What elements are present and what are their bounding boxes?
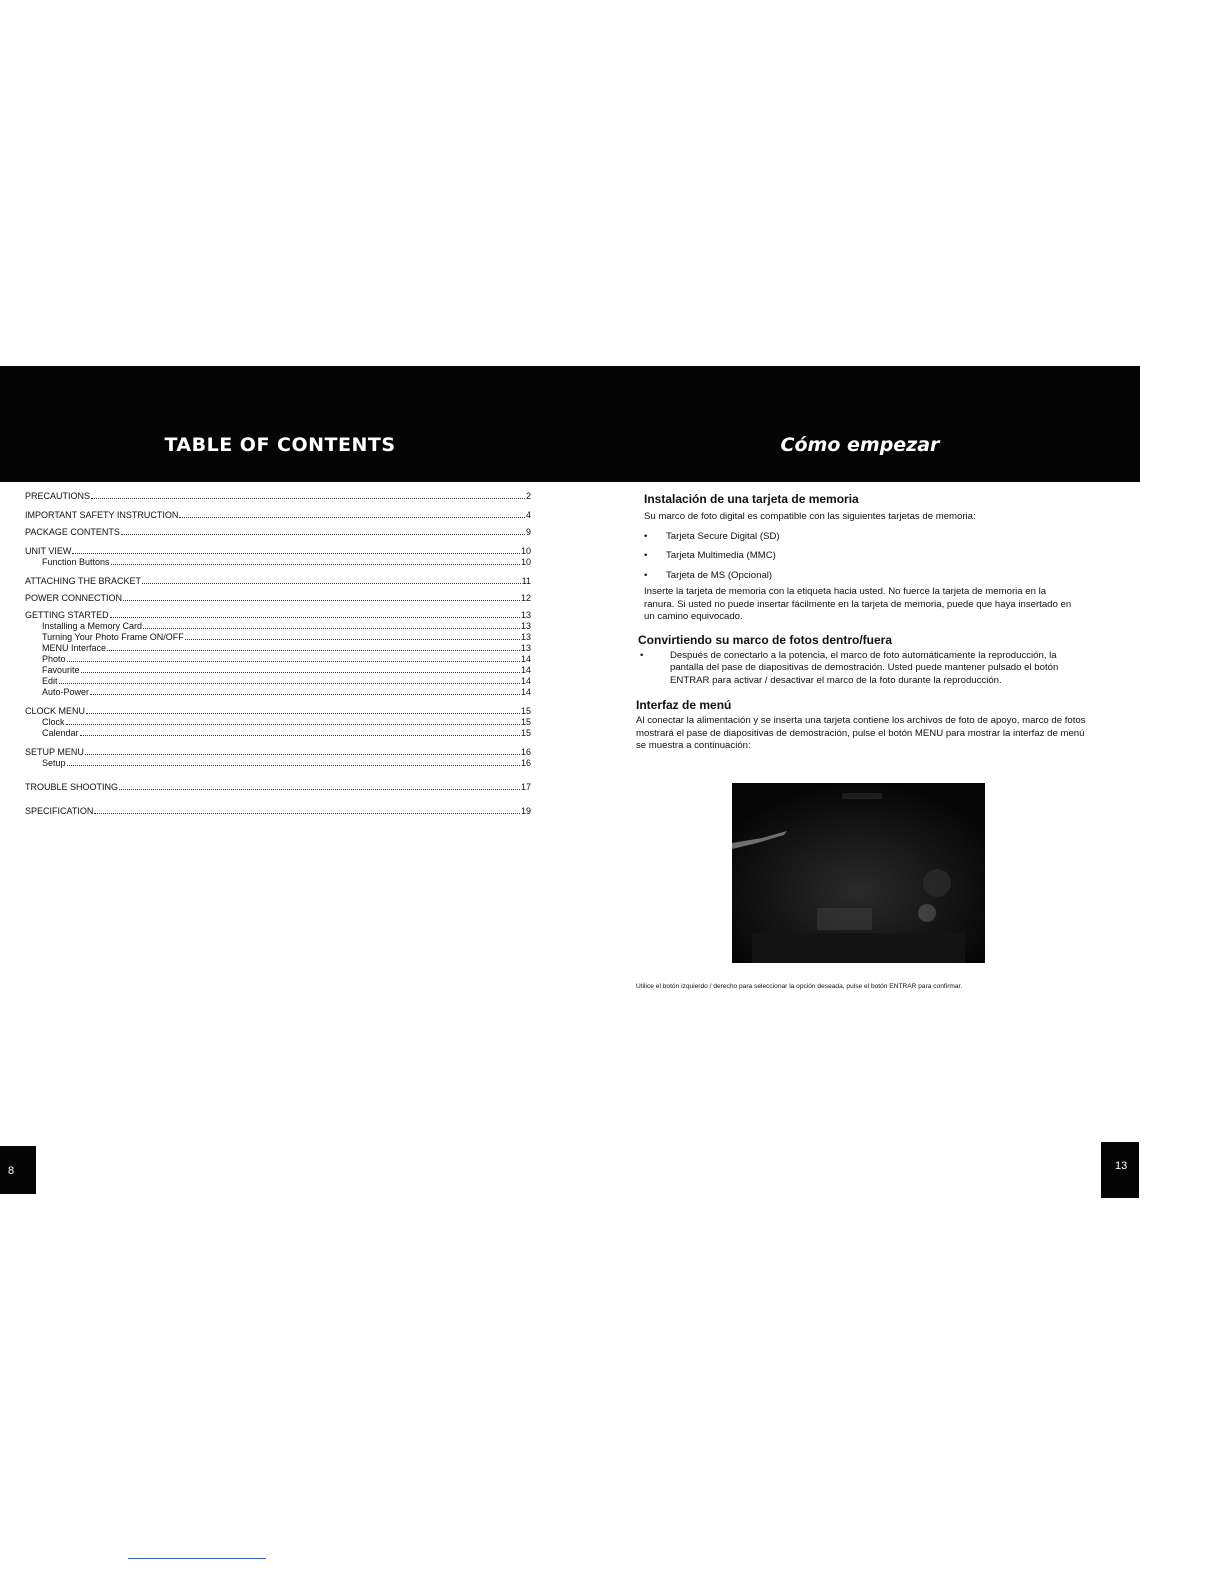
section-heading-on-off: Convirtiendo su marco de fotos dentro/fuera xyxy=(638,632,893,647)
right-page-content xyxy=(636,492,1092,753)
toc-entry[interactable]: UNIT VIEW 10 xyxy=(25,546,531,556)
toc-entry[interactable]: ATTACHING THE BRACKET 11 xyxy=(25,576,531,586)
toc-entry[interactable]: Turning Your Photo Frame ON/OFF 13 xyxy=(42,632,531,642)
menu-interface-image xyxy=(732,783,985,963)
toc-entry[interactable]: Installing a Memory Card 13 xyxy=(42,621,531,631)
list-item: • Tarjeta Secure Digital (SD) xyxy=(640,531,1092,544)
divider xyxy=(128,1558,266,1559)
toc-entry[interactable]: IMPORTANT SAFETY INSTRUCTION 4 xyxy=(25,510,531,520)
paragraph: Su marco de foto digital es compatible con las siguientes tarjetas de memoria: xyxy=(644,511,976,522)
bullet-icon: • xyxy=(640,649,644,661)
bullet-icon: • xyxy=(644,569,648,581)
section-heading-memory-card: Instalación de una tarjeta de memoria xyxy=(644,492,859,506)
section-heading-menu-interface: Interfaz de menú xyxy=(636,698,732,712)
toc-entry[interactable]: Edit 14 xyxy=(42,676,531,686)
table-of-contents xyxy=(25,490,531,816)
toc-entry[interactable]: SPECIFICATION 19 xyxy=(25,806,531,816)
toc-entry[interactable]: Photo 14 xyxy=(42,654,531,664)
toc-entry[interactable]: Auto-Power 14 xyxy=(42,687,531,697)
toc-entry[interactable]: MENU Interface 13 xyxy=(42,643,531,653)
toc-entry[interactable]: TROUBLE SHOOTING 17 xyxy=(25,782,531,792)
toc-entry[interactable]: PACKAGE CONTENTS 9 xyxy=(25,527,531,537)
bullet-icon: • xyxy=(644,550,648,561)
toc-entry[interactable]: POWER CONNECTION 12 xyxy=(25,593,531,603)
toc-entry[interactable]: GETTING STARTED 13 xyxy=(25,610,531,620)
image-caption: Utilice el botón izquierdo / derecho para seleccionar la opción deseada, pulse el botón ENTRAR para confirmar. xyxy=(636,983,963,990)
toc-entry[interactable]: CLOCK MENU 15 xyxy=(25,706,531,716)
toc-title: TABLE OF CONTENTS xyxy=(164,434,396,456)
list-item: • Tarjeta de MS (Opcional) xyxy=(640,570,1092,583)
toc-entry[interactable]: Clock 15 xyxy=(42,717,531,727)
menu-screen-illustration xyxy=(732,783,985,963)
page-number-left: 8 xyxy=(0,1146,36,1194)
section-title: Cómo empezar xyxy=(780,434,940,456)
page-number-right: 13 xyxy=(1101,1142,1139,1198)
list-item: • Después de conectarlo a la potencia, el marco de foto automáticamente la reproducción, la pantalla del pase de diapositivas de demostración. Usted puede mantener pulsado el botón ENTRAR para activar / desactivar el marco de la foto durante la reproducción. xyxy=(636,650,1092,688)
list-item: • Tarjeta Multimedia (MMC) xyxy=(640,550,1092,563)
toc-entry[interactable]: PRECAUTIONS 2 xyxy=(25,491,531,501)
toc-entry[interactable]: Calendar 15 xyxy=(42,728,531,738)
header-band xyxy=(0,366,1140,482)
paragraph: Inserte la tarjeta de memoria con la etiqueta hacia usted. No fuerce la tarjeta de memoria en la ranura. Si usted no puede insertar fácilmente en la tarjeta de memoria, puede que haya insertado en un camino equivocado. xyxy=(644,586,1072,622)
toc-entry[interactable]: SETUP MENU 16 xyxy=(25,747,531,757)
toc-entry[interactable]: Function Buttons 10 xyxy=(42,557,531,567)
toc-entry[interactable]: Setup 16 xyxy=(42,758,531,768)
toc-entry[interactable]: Favourite 14 xyxy=(42,665,531,675)
bullet-icon: • xyxy=(644,530,648,542)
paragraph: Al conectar la alimentación y se inserta una tarjeta contiene los archivos de foto de apoyo, marco de fotos mostrará el pase de diapositivas de demostración, pulse el botón MENU para mostrar la interfaz de menú se muestra a continuación: xyxy=(636,715,1086,751)
